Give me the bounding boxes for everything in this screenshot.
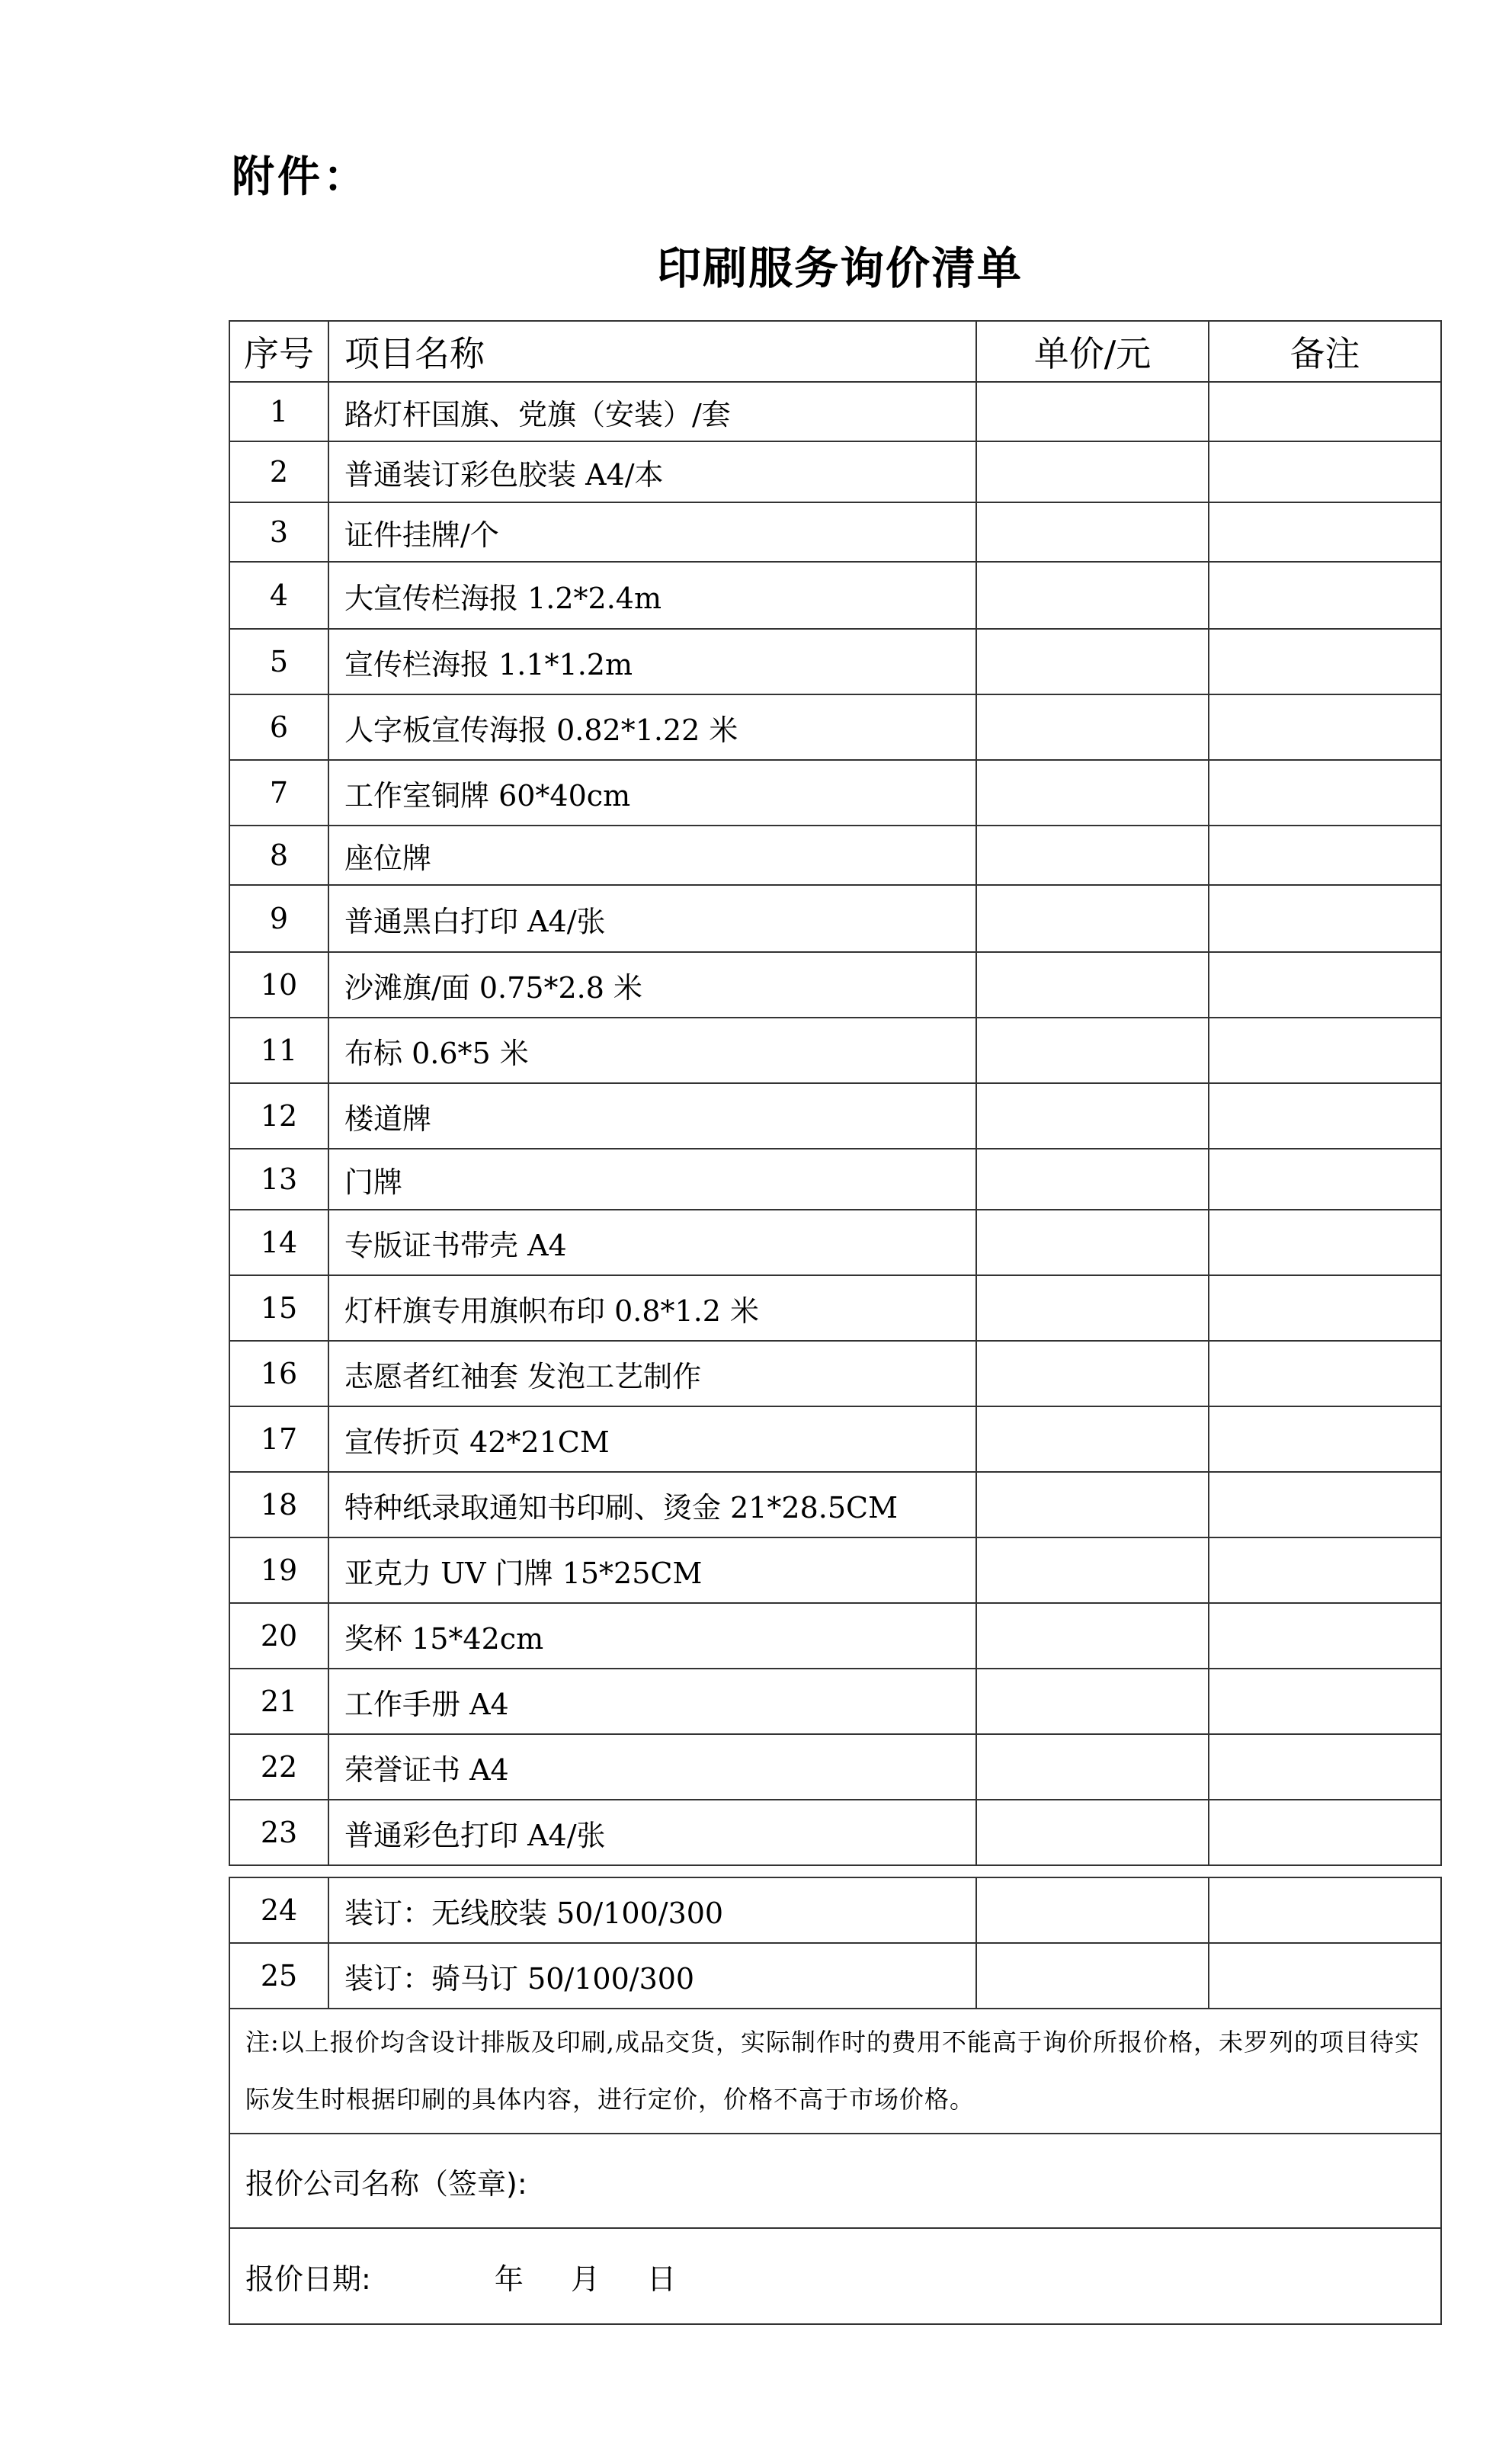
table-row: [229, 1943, 1441, 2009]
row-item-name: 沙滩旗/面 0.75*2.8 米: [328, 952, 976, 1018]
page-title: 印刷服务询价清单: [656, 242, 1023, 294]
row-seq: 6: [229, 694, 328, 760]
row-seq: 22: [229, 1734, 328, 1800]
header-name: 项目名称: [328, 321, 976, 382]
company-row: [229, 2134, 1441, 2228]
row-unit-price: [976, 1083, 1209, 1149]
row-seq: 2: [229, 441, 328, 502]
row-remark: [1209, 1669, 1441, 1734]
table-row: [229, 1603, 1441, 1669]
row-item-name: 大宣传栏海报 1.2*2.4m: [328, 562, 976, 629]
row-unit-price: [976, 502, 1209, 562]
row-remark: [1209, 382, 1441, 441]
row-seq: 3: [229, 502, 328, 562]
row-item-name: 奖杯 15*42cm: [328, 1603, 976, 1669]
row-unit-price: [976, 1275, 1209, 1341]
row-unit-price: [976, 1943, 1209, 2009]
table-row: [229, 1018, 1441, 1083]
row-seq: 14: [229, 1210, 328, 1275]
table-row: [229, 1800, 1441, 1865]
table-row: [229, 1734, 1441, 1800]
header-seq: 序号: [229, 321, 328, 382]
row-item-name: 装订：骑马订 50/100/300: [328, 1943, 976, 2009]
table-row: [229, 1083, 1441, 1149]
row-seq: 24: [229, 1877, 328, 1943]
row-seq: 1: [229, 382, 328, 441]
note-text: 注:以上报价均含设计排版及印刷,成品交货，实际制作时的费用不能高于询价所报价格，未罗列的项目待实际发生时根据印刷的具体内容，进行定价，价格不高于市场价格。: [229, 2009, 1441, 2134]
row-item-name: 专版证书带壳 A4: [328, 1210, 976, 1275]
table-row: [229, 952, 1441, 1018]
table-row: [229, 562, 1441, 629]
row-unit-price: [976, 1537, 1209, 1603]
inquiry-table: [229, 320, 1442, 1866]
row-remark: [1209, 1603, 1441, 1669]
row-unit-price: [976, 1800, 1209, 1865]
table-row: [229, 441, 1441, 502]
row-seq: 4: [229, 562, 328, 629]
row-item-name: 工作手册 A4: [328, 1669, 976, 1734]
table-row: [229, 502, 1441, 562]
row-item-name: 志愿者红袖套 发泡工艺制作: [328, 1341, 976, 1406]
table-row: [229, 1537, 1441, 1603]
row-remark: [1209, 562, 1441, 629]
row-seq: 13: [229, 1149, 328, 1210]
row-remark: [1209, 885, 1441, 952]
row-item-name: 普通黑白打印 A4/张: [328, 885, 976, 952]
date-day: 日: [647, 2262, 677, 2296]
table-row: [229, 1210, 1441, 1275]
row-remark: [1209, 1149, 1441, 1210]
date-label: 报价日期:: [245, 2262, 371, 2296]
row-item-name: 亚克力 UV 门牌 15*25CM: [328, 1537, 976, 1603]
row-seq: 15: [229, 1275, 328, 1341]
binding-table: [229, 1877, 1442, 2325]
row-seq: 25: [229, 1943, 328, 2009]
row-seq: 8: [229, 826, 328, 885]
row-seq: 16: [229, 1341, 328, 1406]
date-cell: [229, 2228, 1441, 2324]
table-row: [229, 1341, 1441, 1406]
row-seq: 23: [229, 1800, 328, 1865]
table-row: [229, 629, 1441, 694]
row-remark: [1209, 1083, 1441, 1149]
table-row: [229, 1149, 1441, 1210]
date-parts: [380, 2262, 676, 2296]
row-unit-price: [976, 1734, 1209, 1800]
row-item-name: 楼道牌: [328, 1083, 976, 1149]
row-item-name: 路灯杆国旗、党旗（安装）/套: [328, 382, 976, 441]
row-unit-price: [976, 629, 1209, 694]
row-seq: 5: [229, 629, 328, 694]
row-remark: [1209, 1472, 1441, 1537]
row-item-name: 荣誉证书 A4: [328, 1734, 976, 1800]
row-item-name: 普通装订彩色胶装 A4/本: [328, 441, 976, 502]
row-unit-price: [976, 441, 1209, 502]
row-item-name: 宣传栏海报 1.1*1.2m: [328, 629, 976, 694]
row-remark: [1209, 1341, 1441, 1406]
row-item-name: 普通彩色打印 A4/张: [328, 1800, 976, 1865]
row-remark: [1209, 1734, 1441, 1800]
table-row: [229, 1472, 1441, 1537]
row-remark: [1209, 629, 1441, 694]
table-row: [229, 1275, 1441, 1341]
row-remark: [1209, 1537, 1441, 1603]
row-item-name: 人字板宣传海报 0.82*1.22 米: [328, 694, 976, 760]
row-unit-price: [976, 1406, 1209, 1472]
attachment-label: 附件：: [232, 152, 369, 202]
row-remark: [1209, 1210, 1441, 1275]
row-remark: [1209, 1406, 1441, 1472]
row-unit-price: [976, 1603, 1209, 1669]
row-remark: [1209, 1018, 1441, 1083]
row-remark: [1209, 1877, 1441, 1943]
row-seq: 20: [229, 1603, 328, 1669]
date-month: 月: [571, 2262, 601, 2296]
table-row: [229, 885, 1441, 952]
table-header-row: [229, 321, 1441, 382]
row-remark: [1209, 952, 1441, 1018]
row-unit-price: [976, 1472, 1209, 1537]
row-unit-price: [976, 382, 1209, 441]
table-row: [229, 1406, 1441, 1472]
table-row: [229, 1877, 1441, 1943]
row-item-name: 门牌: [328, 1149, 976, 1210]
date-row: [229, 2228, 1441, 2324]
row-remark: [1209, 502, 1441, 562]
table-row: [229, 1669, 1441, 1734]
row-item-name: 灯杆旗专用旗帜布印 0.8*1.2 米: [328, 1275, 976, 1341]
row-unit-price: [976, 1341, 1209, 1406]
header-remark: 备注: [1209, 321, 1441, 382]
table-row: [229, 826, 1441, 885]
row-unit-price: [976, 1669, 1209, 1734]
row-remark: [1209, 1800, 1441, 1865]
row-remark: [1209, 694, 1441, 760]
row-seq: 19: [229, 1537, 328, 1603]
row-remark: [1209, 760, 1441, 826]
row-seq: 11: [229, 1018, 328, 1083]
row-remark: [1209, 1943, 1441, 2009]
row-item-name: 布标 0.6*5 米: [328, 1018, 976, 1083]
row-item-name: 宣传折页 42*21CM: [328, 1406, 976, 1472]
row-item-name: 工作室铜牌 60*40cm: [328, 760, 976, 826]
row-unit-price: [976, 952, 1209, 1018]
date-year: 年: [494, 2262, 524, 2296]
row-unit-price: [976, 760, 1209, 826]
table-row: [229, 760, 1441, 826]
row-seq: 17: [229, 1406, 328, 1472]
row-seq: 21: [229, 1669, 328, 1734]
row-remark: [1209, 441, 1441, 502]
row-unit-price: [976, 1210, 1209, 1275]
row-unit-price: [976, 1877, 1209, 1943]
row-seq: 10: [229, 952, 328, 1018]
row-unit-price: [976, 694, 1209, 760]
table-row: [229, 382, 1441, 441]
row-remark: [1209, 826, 1441, 885]
row-item-name: 特种纸录取通知书印刷、烫金 21*28.5CM: [328, 1472, 976, 1537]
table-row: [229, 694, 1441, 760]
row-unit-price: [976, 1018, 1209, 1083]
row-unit-price: [976, 562, 1209, 629]
header-price: 单价/元: [976, 321, 1209, 382]
row-unit-price: [976, 826, 1209, 885]
row-seq: 12: [229, 1083, 328, 1149]
row-item-name: 证件挂牌/个: [328, 502, 976, 562]
row-unit-price: [976, 885, 1209, 952]
row-seq: 9: [229, 885, 328, 952]
row-seq: 7: [229, 760, 328, 826]
row-item-name: 装订：无线胶装 50/100/300: [328, 1877, 976, 1943]
row-seq: 18: [229, 1472, 328, 1537]
row-unit-price: [976, 1149, 1209, 1210]
note-row: [229, 2009, 1441, 2134]
row-item-name: 座位牌: [328, 826, 976, 885]
company-label: 报价公司名称（签章):: [229, 2134, 1441, 2228]
row-remark: [1209, 1275, 1441, 1341]
